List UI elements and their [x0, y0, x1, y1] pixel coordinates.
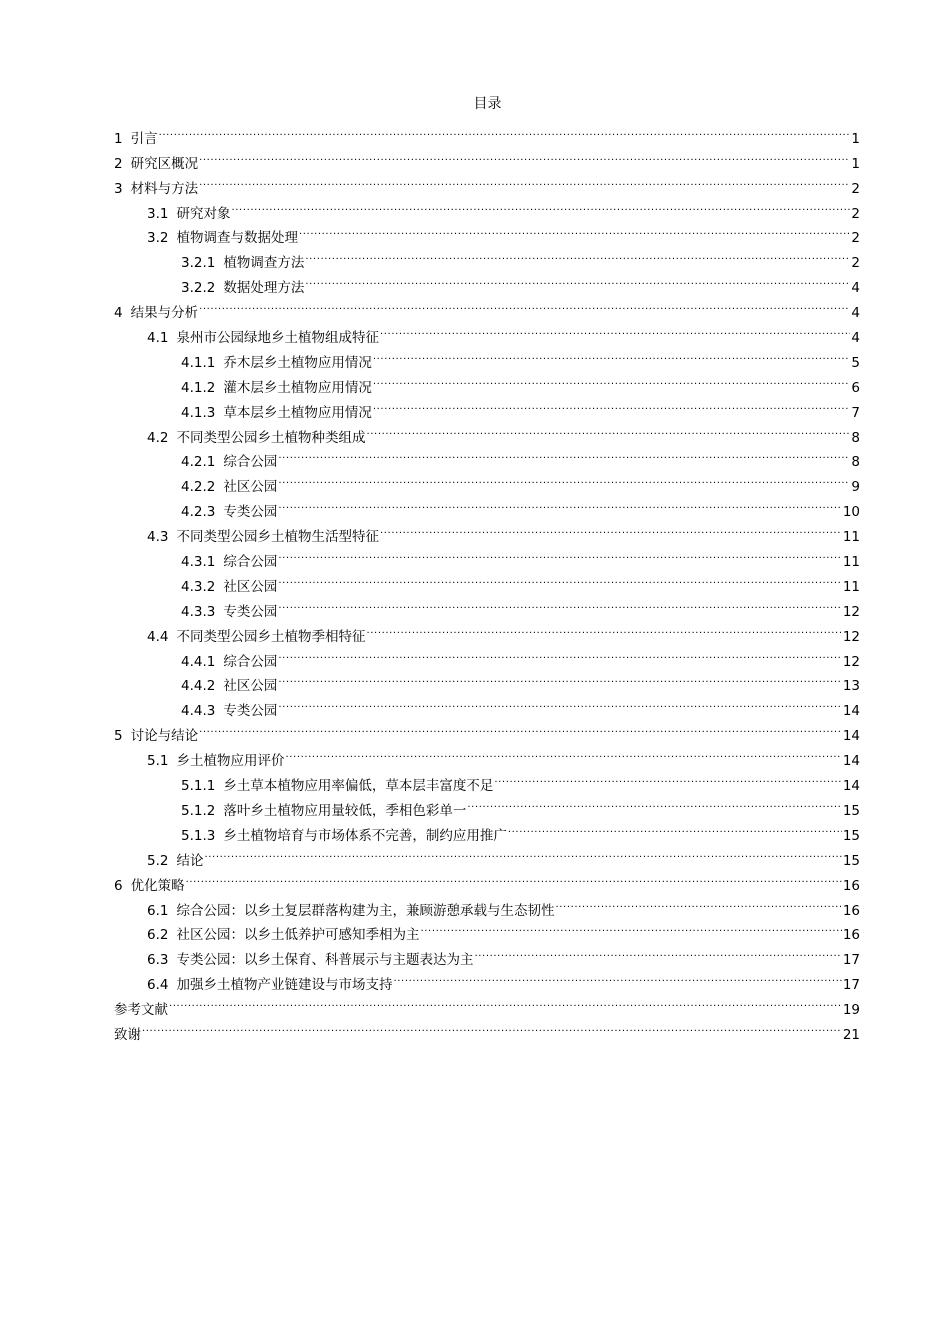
toc-entry-title: 灌木层乡土植物应用情况 [223, 379, 372, 396]
toc-entry-page-number: 2 [851, 230, 860, 247]
toc-entry-title: 落叶乡土植物应用量较低，季相色彩单一 [223, 802, 467, 819]
toc-entry-title: 乔木层乡土植物应用情况 [223, 354, 372, 371]
toc-entry-number: 4.4.1 [181, 653, 216, 670]
toc-entry-page-number: 2 [851, 255, 860, 272]
toc-entry-page-number: 8 [851, 429, 860, 446]
toc-entry-number: 4.3.1 [181, 554, 216, 571]
toc-entry-title: 专类公园：以乡土保育、科普展示与主题表达为主 [176, 952, 474, 969]
toc-entry[interactable] [114, 890, 860, 919]
dot-leader [142, 1014, 842, 1039]
dot-leader [169, 989, 842, 1014]
toc-entry-title: 乡土植物培育与市场体系不完善，制约应用推广 [223, 827, 507, 844]
toc-entry-page-number: 7 [851, 404, 860, 421]
toc-entry-title: 结果与分析 [130, 305, 199, 322]
toc-entry[interactable] [114, 193, 860, 222]
dot-leader [278, 466, 850, 491]
dot-leader [278, 442, 850, 467]
toc-entry-number: 3.2 [147, 230, 169, 247]
toc-entry-page-number: 4 [851, 305, 860, 322]
toc-entry-number: 3.2.2 [181, 280, 216, 297]
toc-entry-number: 4.2 [147, 429, 169, 446]
toc-entry-number: 6.4 [147, 977, 169, 994]
toc-entry-number: 4.3.2 [181, 578, 216, 595]
toc-entry-number: 5.1.1 [181, 778, 216, 795]
toc-entry-title: 引言 [130, 130, 158, 147]
toc-entry-number: 6.2 [147, 927, 169, 944]
toc-entry-number: 3.2.1 [181, 255, 216, 272]
toc-entry-page-number: 12 [842, 653, 860, 670]
dot-leader [204, 840, 841, 865]
toc-entry[interactable] [114, 840, 860, 869]
dot-leader [278, 566, 841, 591]
toc-entry-page-number: 16 [842, 927, 860, 944]
toc-entry-number: 4.1.3 [181, 404, 216, 421]
dot-leader [380, 317, 850, 342]
toc-entry-page-number: 1 [851, 155, 860, 172]
toc-entry-page-number: 15 [842, 827, 860, 844]
toc-entry-page-number: 14 [842, 753, 860, 770]
toc-entry-number: 4.4.3 [181, 703, 216, 720]
toc-entry-title: 不同类型公园乡土植物种类组成 [176, 429, 366, 446]
toc-entry-title: 草本层乡土植物应用情况 [223, 404, 372, 421]
toc-entry-title: 综合公园 [223, 554, 278, 571]
toc-entry-number: 4.3.3 [181, 603, 216, 620]
dot-leader [508, 815, 842, 840]
toc-entry[interactable] [114, 292, 860, 322]
toc-entry-title: 社区公园 [223, 479, 278, 496]
dot-leader [467, 790, 841, 815]
toc-entry-title: 参考文献 [114, 1002, 168, 1019]
toc-entry-page-number: 16 [842, 902, 860, 919]
toc-entry-number: 2 [114, 155, 123, 172]
toc-entry-number: 4 [114, 305, 123, 322]
dot-leader [278, 491, 841, 516]
dot-leader [373, 392, 851, 417]
toc-entry-title: 社区公园：以乡土低养护可感知季相为主 [176, 927, 420, 944]
toc-entry[interactable] [114, 1014, 860, 1043]
table-of-contents [114, 118, 860, 1043]
toc-entry[interactable] [114, 865, 860, 894]
toc-entry-number: 6.3 [147, 952, 169, 969]
toc-entry[interactable] [114, 118, 860, 147]
toc-entry-page-number: 11 [842, 554, 860, 571]
toc-entry-title: 不同类型公园乡土植物生活型特征 [176, 529, 379, 546]
toc-entry-title: 植物调查方法 [223, 255, 305, 272]
toc-entry[interactable] [114, 168, 860, 197]
toc-entry-title: 专类公园 [223, 504, 278, 521]
toc-entry-page-number: 14 [842, 778, 860, 795]
toc-entry-number: 1 [114, 130, 123, 147]
toc-entry[interactable] [114, 989, 860, 1019]
dot-leader [199, 715, 842, 740]
dot-leader [199, 292, 850, 317]
toc-entry-page-number: 11 [842, 529, 860, 546]
toc-entry-title: 致谢 [114, 1026, 141, 1043]
toc-entry-page-number: 6 [851, 379, 860, 396]
toc-entry-number: 3.1 [147, 205, 169, 222]
dot-leader [278, 591, 841, 616]
toc-entry-number: 5.1 [147, 753, 169, 770]
toc-entry-title: 社区公园 [223, 678, 278, 695]
dot-leader [373, 367, 851, 392]
toc-entry-number: 4.4.2 [181, 678, 216, 695]
toc-entry-title: 社区公园 [223, 578, 278, 595]
toc-entry[interactable] [114, 715, 860, 745]
toc-entry-number: 5.1.2 [181, 802, 216, 819]
toc-entry-title: 加强乡土植物产业链建设与市场支持 [176, 977, 393, 994]
dot-leader [278, 641, 841, 666]
toc-entry-number: 4.2.1 [181, 454, 216, 471]
toc-entry-title: 不同类型公园乡土植物季相特征 [176, 628, 366, 645]
toc-entry-title: 泉州市公园绿地乡土植物组成特征 [176, 330, 379, 347]
toc-entry-title: 结论 [176, 852, 204, 869]
toc-entry[interactable] [114, 317, 860, 347]
toc-entry-number: 6.1 [147, 902, 169, 919]
toc-entry-page-number: 14 [842, 728, 860, 745]
toc-entry-page-number: 5 [851, 354, 860, 371]
dot-leader [366, 616, 841, 641]
toc-entry-page-number: 21 [842, 1026, 860, 1043]
toc-entry-page-number: 15 [842, 852, 860, 869]
dot-leader [380, 516, 842, 541]
toc-entry-number: 4.2.2 [181, 479, 216, 496]
dot-leader [474, 939, 841, 964]
toc-entry-page-number: 15 [842, 802, 860, 819]
toc-entry-page-number: 10 [842, 504, 860, 521]
toc-entry-page-number: 12 [842, 603, 860, 620]
toc-entry-title: 综合公园 [223, 653, 278, 670]
dot-leader [285, 740, 841, 765]
toc-entry-page-number: 1 [851, 130, 860, 147]
toc-entry-title: 综合公园：以乡土复层群落构建为主，兼顾游憩承载与生态韧性 [176, 902, 555, 919]
toc-entry-title: 研究对象 [176, 205, 231, 222]
toc-entry-title: 乡土植物应用评价 [176, 753, 285, 770]
toc-entry[interactable] [114, 143, 860, 172]
dot-leader [555, 890, 841, 915]
dot-leader [305, 242, 850, 267]
toc-entry-title: 专类公园 [223, 603, 278, 620]
toc-entry-page-number: 4 [851, 330, 860, 347]
dot-leader [199, 143, 850, 168]
dot-leader [420, 915, 841, 940]
dot-leader [494, 765, 841, 790]
toc-entry[interactable] [114, 740, 860, 770]
toc-entry-page-number: 8 [851, 454, 860, 471]
toc-entry-page-number: 9 [851, 479, 860, 496]
toc-entry-title: 专类公园 [223, 703, 278, 720]
toc-entry-number: 4.1.2 [181, 379, 216, 396]
toc-entry-page-number: 4 [851, 280, 860, 297]
toc-entry-number: 3 [114, 180, 123, 197]
dot-leader [299, 218, 850, 243]
toc-entry-number: 5.1.3 [181, 827, 216, 844]
toc-entry-page-number: 16 [842, 877, 860, 894]
toc-entry-number: 5.2 [147, 852, 169, 869]
dot-leader [278, 690, 841, 715]
toc-entry-page-number: 17 [842, 977, 860, 994]
toc-entry-title: 数据处理方法 [223, 280, 305, 297]
toc-entry-page-number: 12 [842, 628, 860, 645]
dot-leader [393, 964, 841, 989]
toc-entry-title: 优化策略 [130, 877, 185, 894]
toc-entry-title: 材料与方法 [130, 180, 199, 197]
toc-entry-title: 讨论与结论 [130, 728, 199, 745]
toc-entry-number: 4.1 [147, 330, 169, 347]
toc-entry-number: 5 [114, 728, 123, 745]
dot-leader [199, 168, 850, 193]
toc-entry-number: 6 [114, 877, 123, 894]
toc-entry-page-number: 2 [851, 180, 860, 197]
dot-leader [366, 417, 850, 442]
toc-entry-page-number: 11 [842, 578, 860, 595]
toc-entry-page-number: 2 [851, 205, 860, 222]
toc-entry-number: 4.2.3 [181, 504, 216, 521]
dot-leader [231, 193, 850, 218]
toc-title: 目录 [473, 96, 502, 112]
toc-entry-page-number: 13 [842, 678, 860, 695]
toc-entry-title: 植物调查与数据处理 [176, 230, 298, 247]
toc-entry-page-number: 14 [842, 703, 860, 720]
dot-leader [305, 267, 850, 292]
toc-entry-title: 乡土草本植物应用率偏低，草本层丰富度不足 [223, 778, 494, 795]
dot-leader [278, 666, 841, 691]
toc-entry-page-number: 19 [842, 1002, 860, 1019]
dot-leader [186, 865, 842, 890]
dot-leader [373, 342, 851, 367]
toc-entry-number: 4.4 [147, 628, 169, 645]
dot-leader [278, 541, 841, 566]
dot-leader [159, 118, 851, 143]
toc-entry-page-number: 17 [842, 952, 860, 969]
toc-entry-title: 综合公园 [223, 454, 278, 471]
toc-entry-title: 研究区概况 [130, 155, 199, 172]
toc-entry-number: 4.1.1 [181, 354, 216, 371]
toc-entry-number: 4.3 [147, 529, 169, 546]
